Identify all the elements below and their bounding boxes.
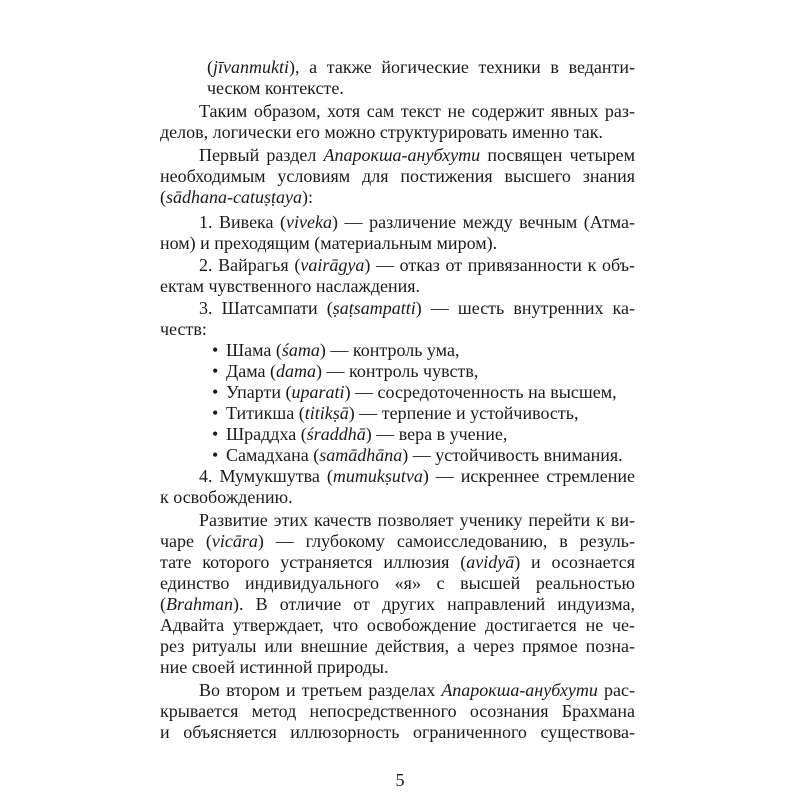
text-line: необходимым условиям для постижения высшего знания [160,166,635,186]
bullet-item: • Шама (śama) — контроль ума, [212,340,635,361]
numbered-item: 4. Мумукшутва (mumukṣutva) — искреннее стремление [199,466,635,486]
bullet-item: • Шраддха (śraddhā) — вера в учение, [212,424,635,445]
paragraph-first-line: Развитие этих качеств позволяет ученику перейти к ви- [199,510,635,530]
italic-term: uparati [291,382,345,402]
italic-term: Апарокша-анубхути [441,680,598,700]
italic-term: viveka [286,212,333,232]
italic-term: śraddhā [306,424,366,444]
text-line: делов, логически его можно структурировать именно так. [160,122,603,142]
page-number: 5 [395,770,405,790]
text-line: (jīvanmukti), а также йогические техники в веданти- [207,57,635,77]
italic-term: avidyā [466,552,515,572]
italic-term: titikṣā [304,403,349,423]
text-line: и объясняется иллюзорность ограниченного существова- [160,722,635,742]
italic-term: mumukṣutva [332,466,423,486]
paragraph-first-line: Во втором и третьем разделах Апарокша-анубхути рас- [199,680,635,700]
text-line: ние своей истинной природы. [160,657,389,677]
text-line: (Brahman). В отличие от других направлений индуизма, [160,594,635,614]
text-line: Адвайта утверждает, что освобождение достигается не че- [160,615,635,635]
text-line: чаре (vicāra) — глубокому самоисследованию, в резуль- [160,531,635,551]
numbered-item: 2. Вайрагья (vairāgya) — отказ от привязанности к объ- [199,255,635,275]
text-line: крывается метод непосредственного осознания Брахмана [160,701,635,721]
bullet-item: • Самадхана (samādhāna) — устойчивость внимания. [212,445,635,466]
italic-term: jīvanmukti [213,57,289,77]
italic-term: samādhāna [319,445,403,465]
italic-term: ṣaṭsampatti [332,298,416,318]
italic-term: sādhana-catuṣṭaya [166,187,302,207]
bullet-item: • Упарти (uparati) — сосредоточенность на высшем, [212,382,635,403]
numbered-item-cont: к освобождению. [160,487,293,507]
text-line: тате которого устраняется иллюзия (avidyā) и осознается [160,552,635,572]
numbered-item-cont: ектам чувственного наслаждения. [160,276,421,296]
text-line: единство индивидуального «я» с высшей реальностью [160,573,635,593]
numbered-item-cont: ном) и преходящим (материальным миром). [160,233,498,253]
text-line: ческом контексте. [207,78,344,98]
italic-term: vairāgya [300,255,365,275]
text-line: рез ритуалы или внешние действия, а через прямое позна- [160,636,635,656]
italic-term: Апарокша-анубхути [323,145,481,165]
italic-term: dama [276,361,317,381]
italic-term: śama [281,340,320,360]
italic-term: vicāra [211,531,258,551]
numbered-item: 1. Вивека (viveka) — различение между вечным (Атма- [199,212,635,232]
numbered-item: 3. Шатсампати (ṣaṭsampatti) — шесть внутренних ка- [199,298,636,318]
paragraph-first-line: Первый раздел Апарокша-анубхути посвящен четырем [199,145,635,165]
paragraph-first-line: Таким образом, хотя сам текст не содержит явных раз- [199,101,635,121]
italic-term: Brahman [166,594,233,614]
bullet-item: • Дама (dama) — контроль чувств, [212,361,635,382]
numbered-item-cont: честв: [160,319,207,339]
text-line: (sādhana-catuṣṭaya): [160,187,313,207]
bullet-item: • Титикша (titikṣā) — терпение и устойчивость, [212,403,635,424]
